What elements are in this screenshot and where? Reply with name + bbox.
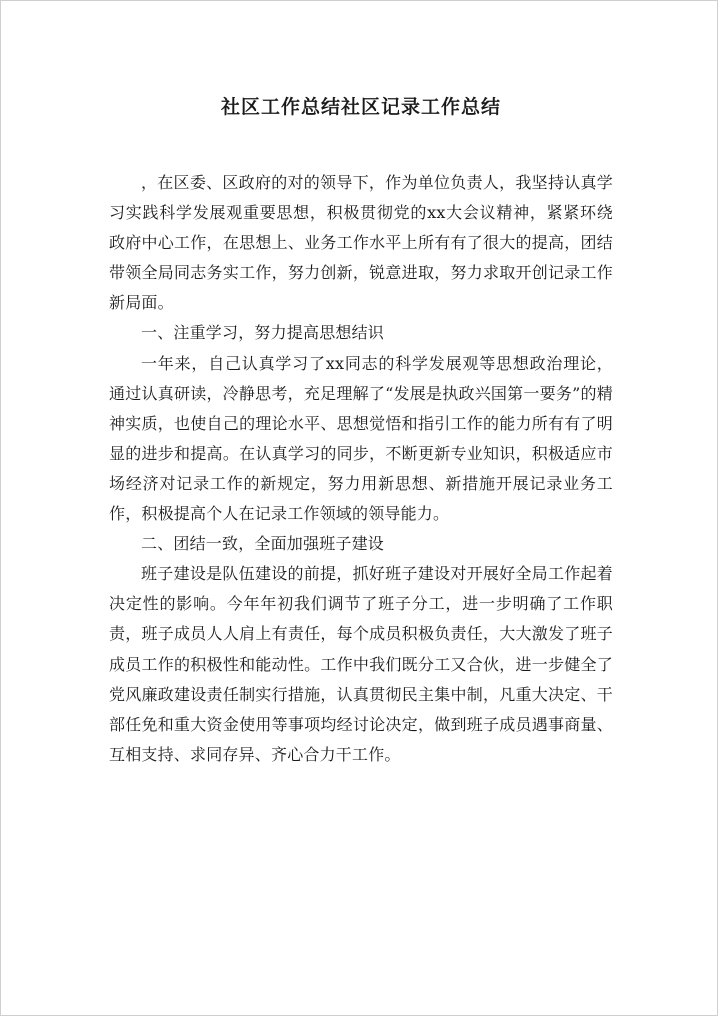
body-paragraph: ，在区委、区政府的对的领导下，作为单位负责人，我坚持认真学习实践科学发展观重要思想，积极贯彻党的xx大会议精神，紧紧环绕政府中心工作，在思想上、业务工作水平上所有有了很大的提高，团结带领全局同志务实工作，努力创新，锐意进取，努力求取开创记录工作新局面。 [109,173,613,313]
document-title: 社区工作总结社区记录工作总结 [220,96,501,118]
section-heading: 二、团结一致，全面加强班子建设 [141,534,385,554]
body-paragraph: 班子建设是队伍建设的前提，抓好班子建设对开展好全局工作起着决定性的影响。今年年初我们调节了班子分工，进一步明确了工作职责，班子成员人人肩上有责任，每个成员积极负责任，大大激发了班子成员工作的积极性和能动性。工作中我们既分工又合伙，进一步健全了党风廉政建设责任制实行措施，认真贯彻民主集中制，凡重大决定、干部任免和重大资金使用等事项均经讨论决定，做到班子成员遇事商量、互相支持、求同存异、齐心合力干工作。 [109,564,613,764]
section-heading: 一、注重学习，努力提高思想结识 [141,323,385,343]
body-paragraph: 一年来，自己认真学习了xx同志的科学发展观等思想政治理论，通过认真研读，冷静思考，充足理解了“发展是执政兴国第一要务”的精神实质，也使自己的理论水平、思想觉悟和指引工作的能力所有有了明显的进步和提高。在认真学习的同步，不断更新专业知识，积极适应市场经济对记录工作的新规定，努力用新思想、新措施开展记录业务工作，积极提高个人在记录工作领域的领导能力。 [109,353,613,524]
document-body [109,168,613,770]
